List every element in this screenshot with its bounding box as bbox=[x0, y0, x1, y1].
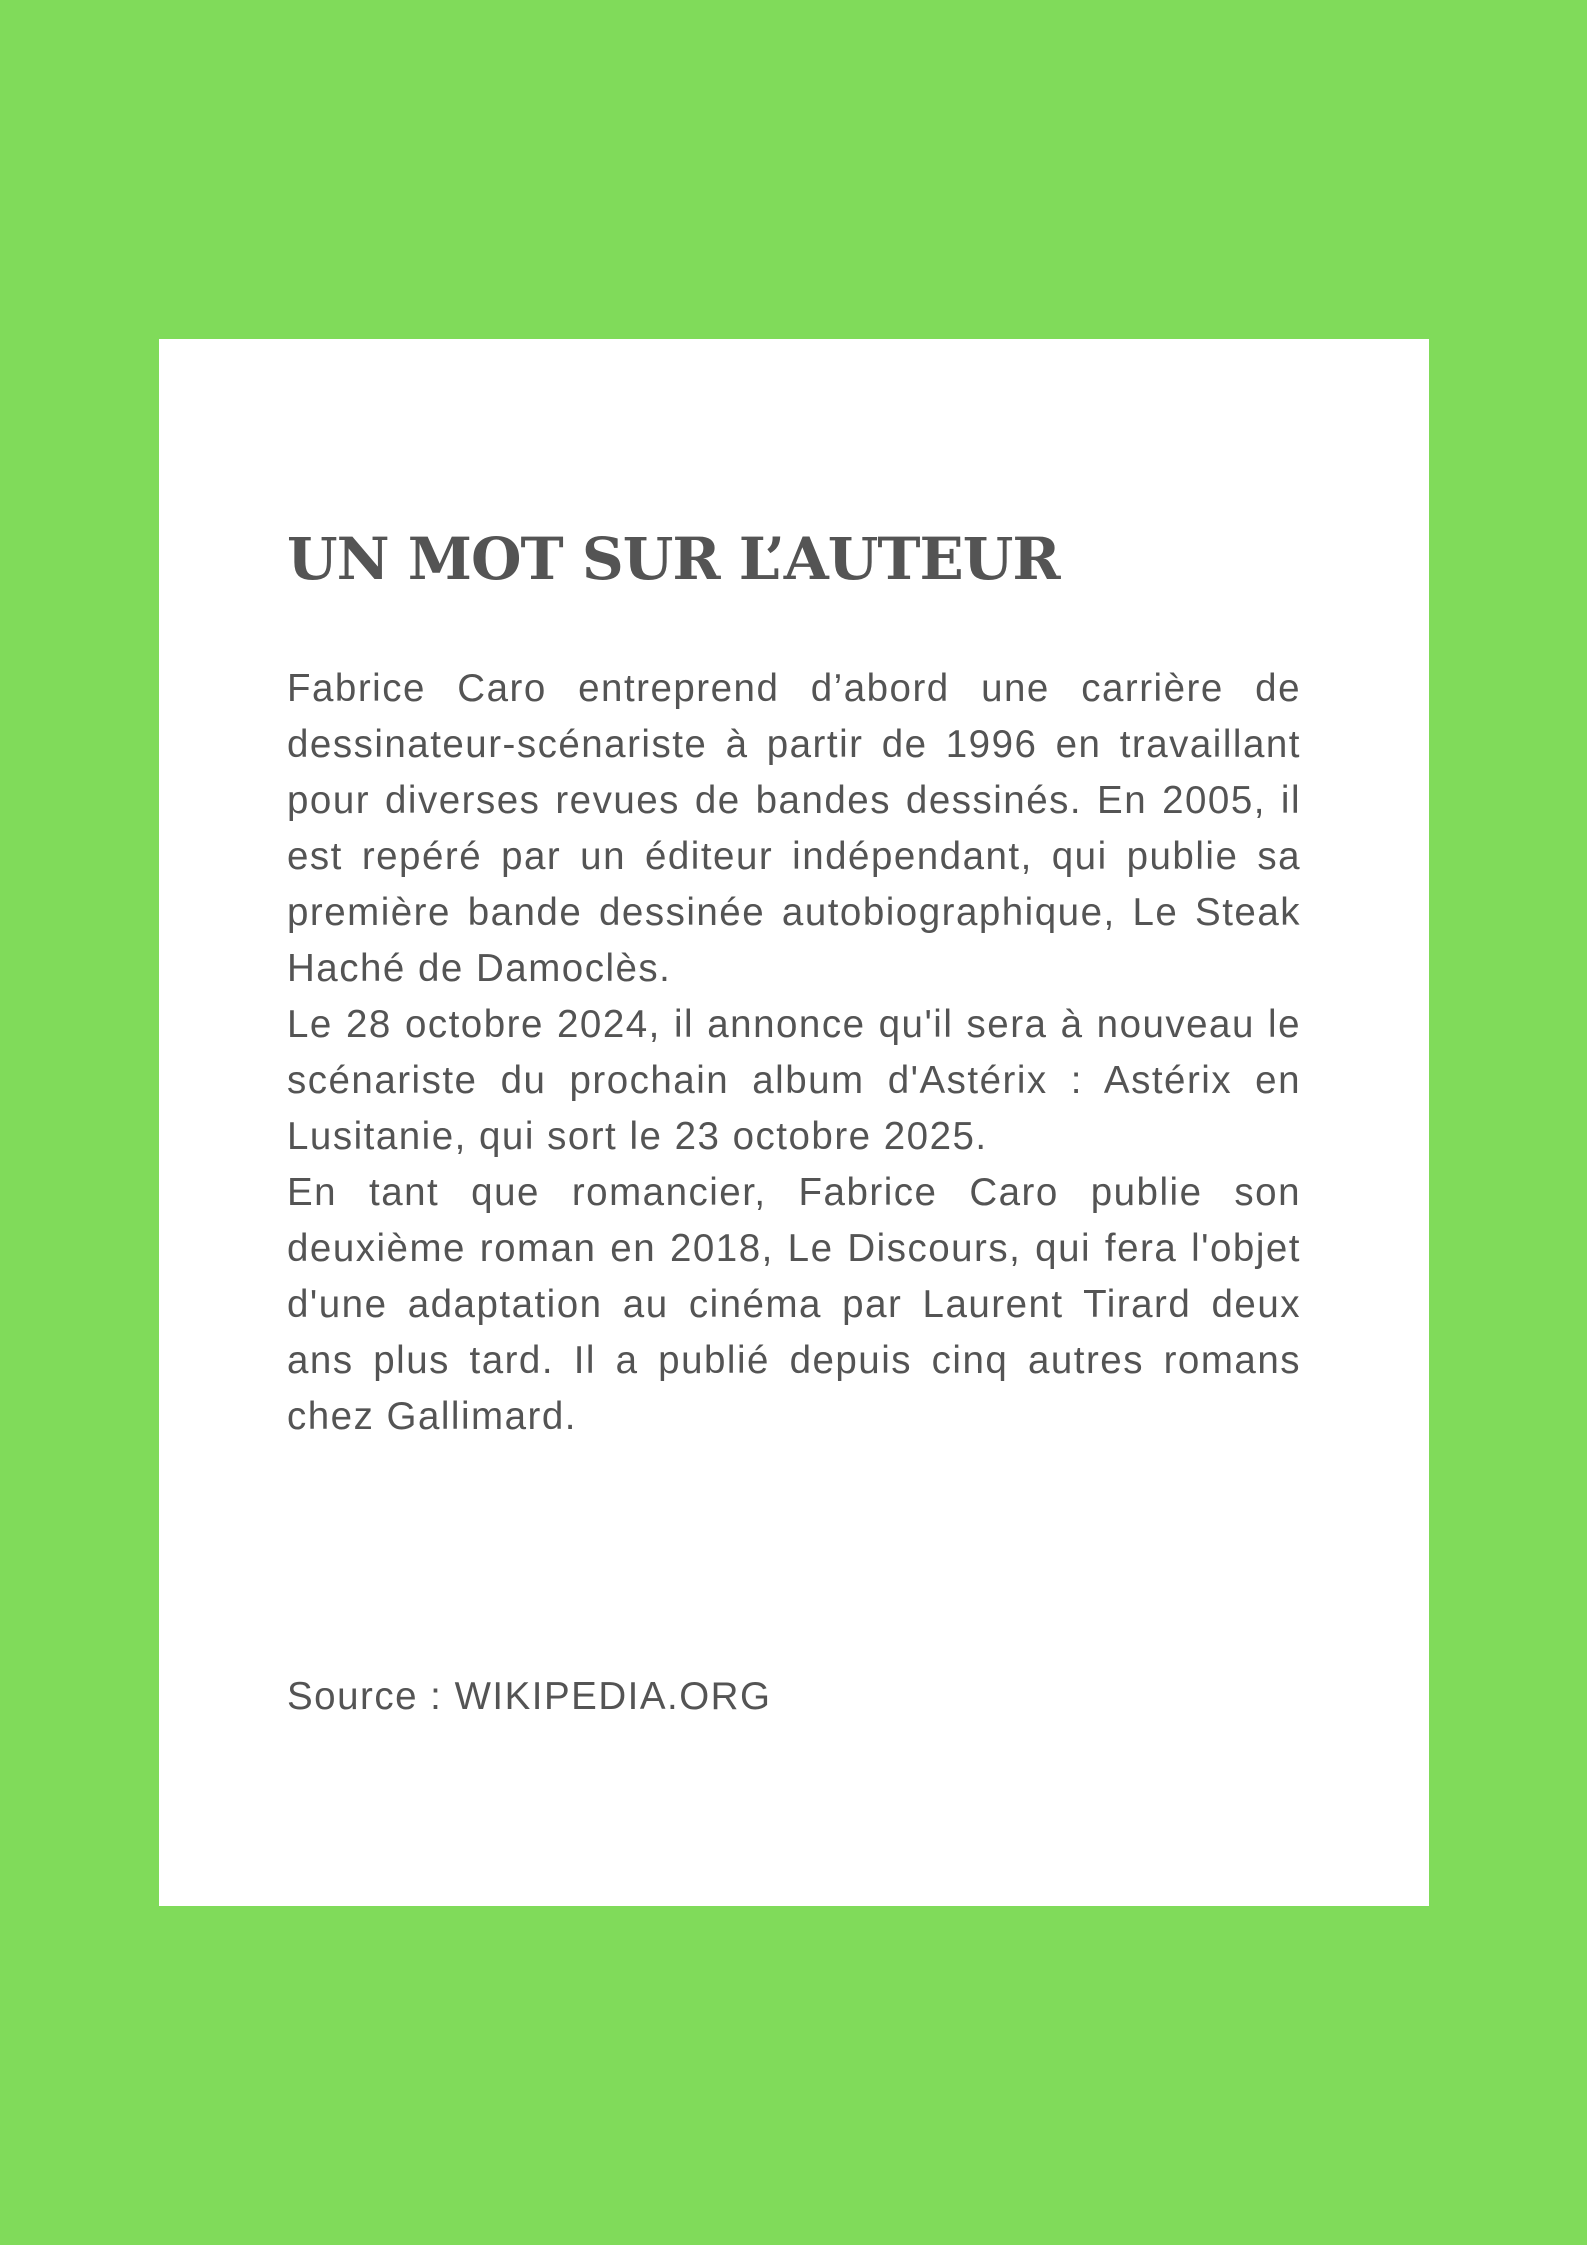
content-card bbox=[159, 339, 1429, 1906]
page-title: UN MOT SUR L’AUTEUR bbox=[287, 525, 1060, 593]
bio-paragraph-career: Fabrice Caro entreprend d’abord une carrière de dessinateur-scénariste à partir de 1996 en travaillant pour diverses revues de bandes dessinés. En 2005, il est repéré par un éditeur indépendant, qui publie sa première bande dessinée autobiographique, Le Steak Haché de Damoclès. bbox=[287, 667, 1301, 990]
bio-paragraph-asterix: Le 28 octobre 2024, il annonce qu'il sera à nouveau le scénariste du prochain album d'Astérix : Astérix en Lusitanie, qui sort le 23 octobre 2025. bbox=[287, 1003, 1301, 1158]
bio-paragraph-novelist: En tant que romancier, Fabrice Caro publie son deuxième roman en 2018, Le Discours, qui fera l'objet d'une adaptation au cinéma par Laurent Tirard deux ans plus tard. Il a publié depuis cinq autres romans chez Gallimard. bbox=[287, 1171, 1301, 1438]
source-credit: Source : WIKIPEDIA.ORG bbox=[287, 1675, 772, 1718]
author-bio bbox=[287, 661, 1301, 1445]
